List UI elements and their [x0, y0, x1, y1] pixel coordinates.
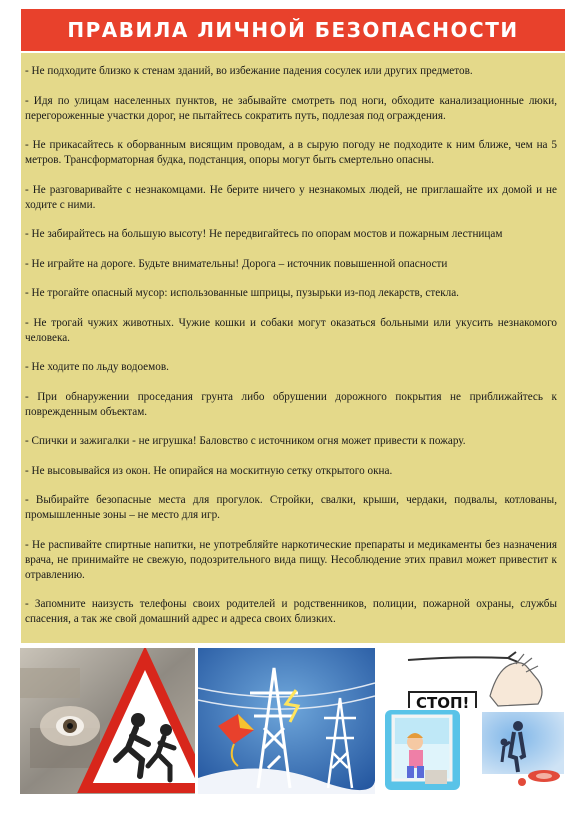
rule-item: - Не подходите близко к стенам зданий, во избежание падения сосулек или других предметов.: [25, 65, 473, 77]
stop-sign-photo: [398, 646, 564, 708]
stop-label: СТОП!: [408, 691, 477, 708]
rule-item: - Не забирайтесь на большую высоту! Не передвигайтесь по опорам мостов и пожарным лестницам: [25, 228, 503, 240]
rule-item: - Не высовывайся из окон. Не опирайся на москитную сетку открытого окна.: [25, 464, 393, 477]
power-lines-photo: [198, 648, 375, 794]
rule-item: - Запомните наизусть телефоны своих родителей и родственников, полиции, пожарной охраны, службы спасения, а так же свой домашний адрес и адреса своих близких.: [25, 598, 557, 625]
rule-item: - При обнаружении проседания грунта либо обрушении дорожного покрытия не приближайтесь к поврежденным объектам.: [25, 390, 557, 418]
title-banner: [21, 9, 565, 51]
rule-item: - Выбирайте безопасные места для прогулок. Стройки, свалки, крыши, чердаки, подвалы, котлованы, промышленные зоны – не место для игр.: [25, 494, 557, 521]
mother-child-photo: [482, 712, 564, 790]
rule-item: - Не играйте на дороге. Будьте внимательны! Дорога – источник повышенной опасности: [25, 257, 448, 270]
rule-item: - Не прикасайтесь к оборванным висящим проводам, а в сырую погоду не подходите к ним ближе, чем на 5 метров. Трансформаторная будка, подстанция, опоры могут быть смертельно опасны.: [25, 139, 557, 166]
rule-item: - Не трогайте опасный мусор: использованные шприцы, пузырьки из-под лекарств, стекла.: [25, 287, 459, 299]
child-window-photo: [385, 710, 460, 790]
rule-item: - Спички и зажигалки - не игрушка! Баловство с источником огня может привести к пожару.: [25, 435, 466, 447]
rule-item: - Не ходите по льду водоемов.: [25, 361, 169, 373]
rule-item: - Не распивайте спиртные напитки, не употребляйте наркотические препараты и медикаменты без назначения врача, не принимайте не свежую, подозрительного вида пищу. Несоблюдение этих правил может привестит к отравлению.: [25, 538, 557, 581]
page-title: ПРАВИЛА ЛИЧНОЙ БЕЗОПАСНОСТИ: [67, 18, 519, 42]
rule-item: - Идя по улицам населенных пунктов, не забывайте смотреть под ноги, обходите канализационные люки, перегороженные участки дорог, не пытайтесь сократить путь, подлезая под ограждения.: [25, 94, 557, 122]
rule-item: - Не трогай чужих животных. Чужие кошки и собаки могут оказаться больными или укусить незнакомого человека.: [25, 316, 557, 344]
rules-panel: [21, 53, 565, 643]
children-warning-photo: [20, 648, 195, 794]
rule-item: - Не разговаривайте с незнакомцами. Не берите ничего у незнакомых людей, не приглашайте их домой и не ходите с ними.: [25, 183, 557, 211]
